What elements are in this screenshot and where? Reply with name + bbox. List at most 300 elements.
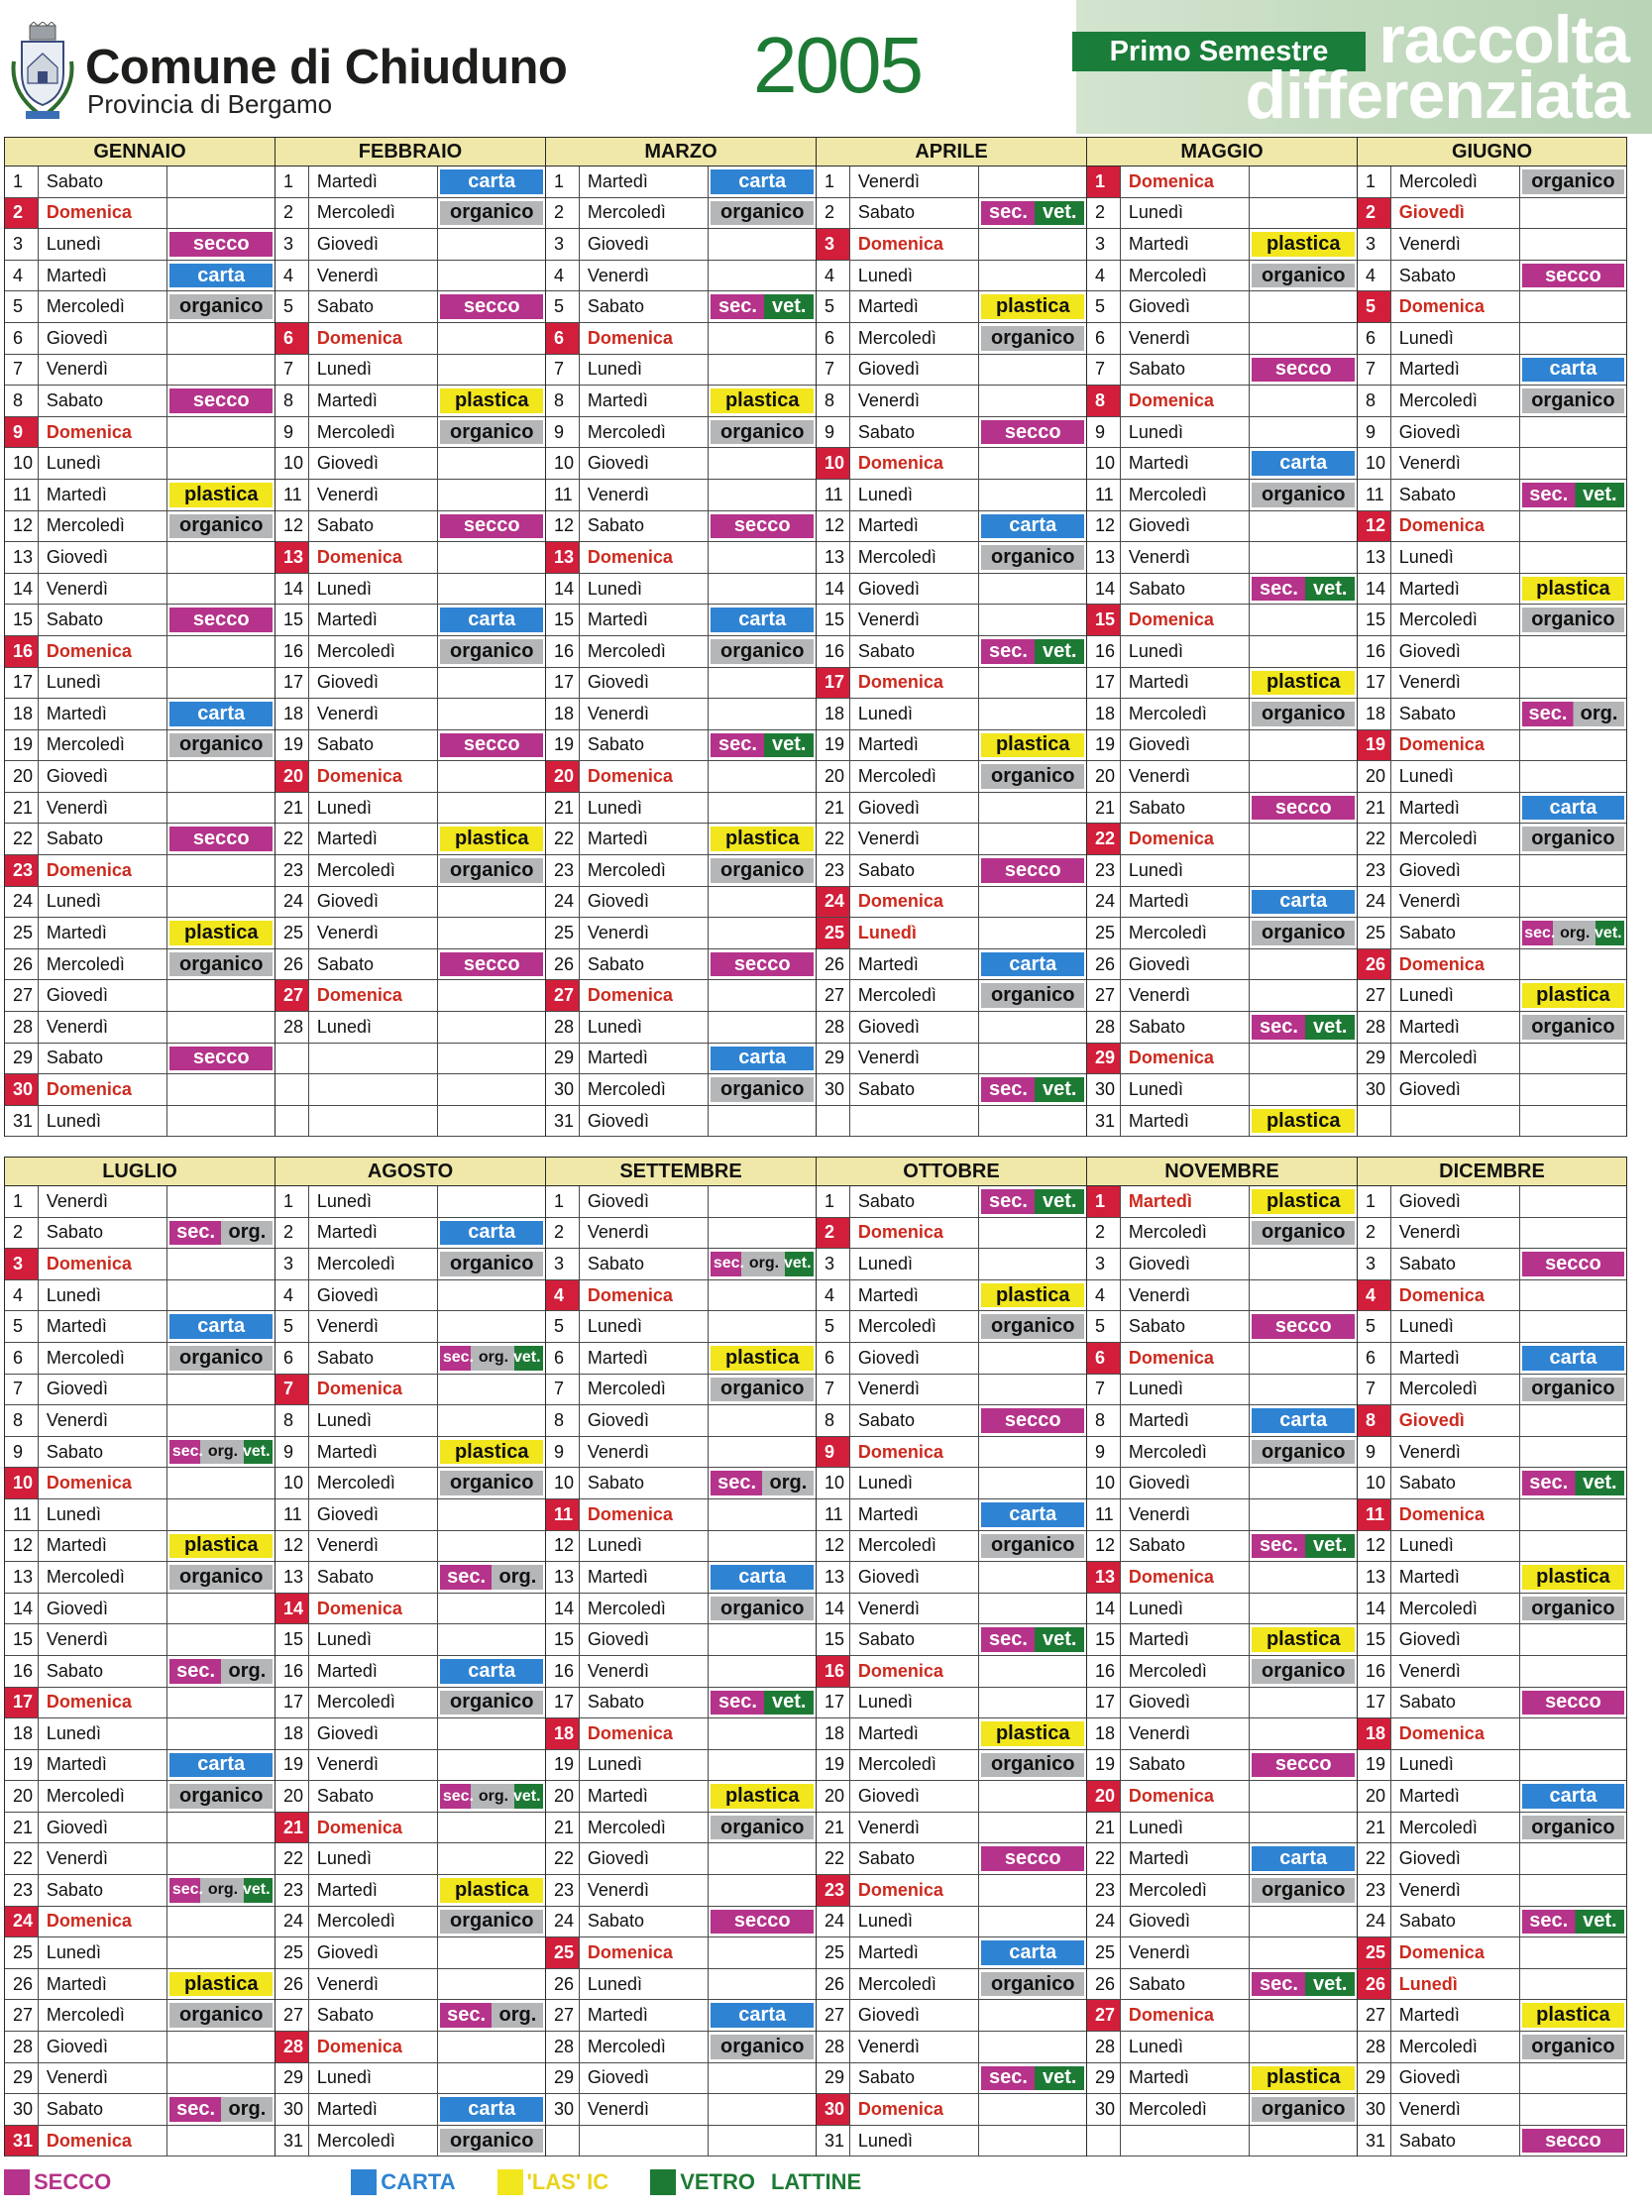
day-number: 1 [817,1186,850,1217]
day-row [275,2063,545,2095]
weekday-name: Sabato [850,2063,980,2094]
day-row [5,1656,275,1688]
weekday-name: Domenica [850,1437,980,1468]
sec-org-collection-tag [169,2097,273,2122]
day-row [5,1343,275,1375]
weekday-name: Giovedì [1391,1843,1520,1874]
weekday-name: Venerdì [39,574,168,605]
day-number: 14 [546,574,580,605]
organico-collection-tag: organico [169,2003,273,2028]
collection-cell [979,793,1086,824]
collection-cell [709,1718,816,1749]
tag-part: vet. [1312,1534,1348,1557]
day-row [546,699,816,730]
collection-cell [979,605,1086,635]
weekday-name: Mercoledì [309,1907,439,1937]
weekday-name: Venerdì [1391,2094,1520,2125]
weekday-name: Sabato [580,730,710,761]
plastica-collection-tag: plastica [169,1972,273,1997]
collection-cell [167,1843,275,1874]
day-row [275,291,545,323]
day-row [1087,761,1357,793]
day-number: 24 [817,887,850,918]
secco-collection-tag: secco [169,827,273,851]
organico-collection-tag: organico [440,420,543,445]
weekday-name: Giovedì [1121,1249,1251,1279]
day-row [5,793,275,825]
collection-cell [1520,2032,1626,2062]
collection-cell [979,1781,1086,1812]
collection-cell [1520,1594,1626,1624]
day-number: 23 [275,855,309,886]
weekday-name: Sabato [580,1688,710,1718]
collection-cell [709,1405,816,1436]
collection-cell [709,887,816,918]
day-row [817,198,1086,230]
day-number: 8 [275,386,309,416]
weekday-name: Domenica [309,542,439,573]
weekday-name: Lunedì [309,1012,439,1043]
day-row [546,1907,816,1938]
weekday-name: Venerdì [580,918,710,948]
weekday-name: Martedì [39,699,168,729]
weekday-name: Martedì [850,1280,980,1311]
collection-cell [167,855,275,886]
day-number: 9 [817,1437,850,1468]
day-row [1087,1343,1357,1375]
day-row [275,386,545,417]
weekday-name: Sabato [39,1218,168,1249]
sec-vet-collection-tag [981,2066,1084,2091]
collection-cell [1250,1594,1357,1624]
day-row [546,1375,816,1406]
tag-part: vet. [512,1349,541,1367]
day-row [546,1405,816,1437]
weekday-name: Mercoledì [1391,386,1520,416]
weekday-name: Venerdì [39,1012,168,1043]
collection-cell [438,2094,545,2125]
collection-cell [979,699,1086,729]
weekday-name: Lunedì [850,699,980,729]
collection-cell [709,542,816,573]
day-number: 4 [546,261,580,291]
day-row [1087,980,1357,1012]
collection-cell [979,668,1086,699]
legend-carta-label: CARTA [381,2169,456,2194]
day-number: 2 [275,198,309,229]
day-number: 12 [546,511,580,542]
month-febbraio [275,137,545,1137]
weekday-name: Domenica [580,1499,710,1530]
day-row [275,1499,545,1531]
weekday-name: Sabato [309,1562,439,1593]
day-row [546,668,816,700]
collection-cell [979,824,1086,854]
day-number: 2 [5,198,39,229]
collection-cell [1250,636,1357,667]
weekday-name: Mercoledì [1391,2032,1520,2062]
day-row [5,1218,275,1250]
weekday-name: Mercoledì [580,417,710,448]
organico-collection-tag: organico [440,1691,543,1715]
day-row [275,323,545,355]
day-number: 31 [817,2126,850,2157]
collection-cell [167,1280,275,1311]
collection-cell [438,2126,545,2157]
weekday-name: Lunedì [850,1468,980,1498]
collection-cell [438,2000,545,2031]
collection-cell [1520,1750,1626,1781]
day-row [1087,417,1357,449]
collection-cell [438,323,545,354]
collection-cell [167,980,275,1011]
day-row [1358,1750,1626,1782]
day-number: 5 [1087,291,1121,322]
day-number: 18 [1087,699,1121,729]
weekday-name: Giovedì [1121,730,1251,761]
day-number: 20 [1087,761,1121,792]
month-header: GIUGNO [1358,137,1626,166]
day-row [1358,1044,1626,1075]
weekday-name: Lunedì [1391,1750,1520,1781]
day-row [1358,2000,1626,2032]
secco-collection-tag: secco [169,1047,273,1071]
sec-org-collection-tag [169,1221,273,1246]
weekday-name: Lunedì [850,480,980,510]
weekday-name: Domenica [39,2126,168,2157]
tag-part: sec. [717,733,757,756]
weekday-name: Giovedì [1391,1405,1520,1436]
plastica-collection-tag: plastica [1252,232,1355,257]
collection-cell [1520,1311,1626,1342]
weekday-name: Venerdì [1121,1499,1251,1530]
collection-cell [167,636,275,667]
collection-cell [167,2126,275,2157]
day-row [1087,2094,1357,2126]
day-number: 9 [1358,1437,1391,1468]
collection-cell [438,261,545,291]
collection-cell [438,605,545,635]
weekday-name: Sabato [850,1624,980,1655]
sec-vet-collection-tag [981,1627,1084,1652]
collection-cell [979,1750,1086,1781]
legend-lattine-label: LATTINE [770,2169,862,2194]
weekday-name: Martedì [1121,668,1251,699]
day-row [546,1781,816,1813]
day-row [5,1106,275,1138]
weekday-name: Sabato [1391,1468,1520,1498]
collection-cell [167,1405,275,1436]
vetro-swatch [650,2169,676,2195]
collection-cell [1520,699,1626,729]
weekday-name: Martedì [850,511,980,542]
weekday-name: Domenica [39,855,168,886]
weekday-name: Domenica [1391,949,1520,980]
day-number: 18 [1087,1718,1121,1749]
day-number: 5 [817,291,850,322]
collection-cell [979,1468,1086,1498]
weekday-name: Venerdì [1391,448,1520,479]
weekday-name: Venerdì [39,793,168,824]
tag-part: sec. [1528,702,1568,724]
day-number: 2 [5,1218,39,1249]
organico-collection-tag: organico [711,1597,814,1621]
carta-collection-tag: carta [711,2003,814,2028]
carta-collection-tag: carta [440,2097,543,2122]
day-number: 24 [546,1907,580,1937]
month-giugno [1357,137,1627,1137]
collection-cell [709,1280,816,1311]
collection-cell [1250,887,1357,918]
day-number: 3 [1358,229,1391,260]
tag-part: org. [498,1565,537,1588]
collection-cell [167,668,275,699]
collection-cell [979,1106,1086,1137]
collection-cell [438,229,545,260]
collection-cell [1250,198,1357,229]
plastica-collection-tag: plastica [169,1534,273,1559]
weekday-name: Lunedì [1121,1375,1251,1405]
collection-cell [438,417,545,448]
second-semester-grid [4,1157,1628,2157]
plastica-collection-tag: plastica [440,388,543,413]
organico-collection-tag: organico [1252,483,1355,507]
weekday-name: Martedì [1391,1343,1520,1374]
weekday-name: Martedì [309,824,439,854]
day-number: 21 [1358,1813,1391,1843]
collection-cell [1250,448,1357,479]
weekday-name [309,1106,439,1137]
day-row [546,229,816,261]
day-row [275,1969,545,2001]
weekday-name: Martedì [580,1781,710,1812]
weekday-name: Giovedì [1121,1907,1251,1937]
day-row [275,824,545,855]
day-row [1087,386,1357,417]
weekday-name: Mercoledì [850,761,980,792]
weekday-name: Domenica [1121,1343,1251,1374]
day-row [5,1562,275,1594]
day-number: 19 [546,730,580,761]
day-number: 17 [1087,1688,1121,1718]
collection-cell [1520,261,1626,291]
day-row [1358,1249,1626,1280]
weekday-name: Mercoledì [309,2126,439,2157]
day-row [817,1012,1086,1044]
day-number: 5 [1087,1311,1121,1342]
day-row [5,1186,275,1218]
collection-cell [1520,2094,1626,2125]
day-row [1358,1280,1626,1312]
day-row [1087,1688,1357,1719]
collection-cell [167,1750,275,1781]
sec-vet-collection-tag [1252,1972,1355,1997]
collection-cell [1250,1937,1357,1968]
weekday-name: Venerdì [850,2032,980,2062]
sec-vet-collection-tag [981,639,1084,664]
tag-part: org. [207,1881,239,1899]
weekday-name: Venerdì [1121,323,1251,354]
day-row [1358,1718,1626,1750]
weekday-name: Domenica [39,198,168,229]
day-number: 11 [1358,480,1391,510]
day-number: 4 [5,1280,39,1311]
day-number: 2 [817,1218,850,1249]
day-row [275,1813,545,1844]
blank-row [546,2126,816,2157]
collection-cell [1250,605,1357,635]
day-number: 12 [1358,511,1391,542]
day-row [1087,1843,1357,1875]
weekday-name: Domenica [309,761,439,792]
day-number: 1 [5,166,39,197]
legend-plastica [497,2169,609,2195]
collection-cell [709,2126,816,2157]
day-row [5,668,275,700]
collection-cell [438,699,545,729]
day-row [817,855,1086,887]
collection-cell [438,1106,545,1137]
secco-swatch [4,2169,30,2195]
weekday-name: Martedì [580,605,710,635]
day-number: 24 [275,887,309,918]
day-number: 9 [5,1437,39,1468]
weekday-name: Lunedì [580,793,710,824]
weekday-name: Domenica [309,323,439,354]
weekday-name: Lunedì [39,1106,168,1137]
day-number: 6 [546,323,580,354]
day-row [817,2094,1086,2126]
organico-collection-tag: organico [981,1534,1084,1559]
tag-part: org. [228,1221,267,1244]
day-row [5,1688,275,1719]
organico-collection-tag: organico [1252,921,1355,945]
collection-cell [167,291,275,322]
day-row [275,668,545,700]
weekday-name: Martedì [39,261,168,291]
weekday-name: Giovedì [850,1781,980,1812]
weekday-name: Venerdì [580,699,710,729]
day-number: 16 [546,1656,580,1687]
day-row [1358,1688,1626,1719]
day-number: 4 [817,1280,850,1311]
organico-collection-tag: organico [440,1252,543,1276]
day-number: 22 [5,824,39,854]
day-number: 7 [1087,1375,1121,1405]
collection-cell [1520,1012,1626,1043]
weekday-name: Sabato [309,2000,439,2031]
day-number: 27 [546,2000,580,2031]
collection-cell [438,511,545,542]
day-row [1358,2032,1626,2063]
weekday-name: Venerdì [1121,1280,1251,1311]
day-row [546,1656,816,1688]
collection-cell [979,1186,1086,1217]
organico-collection-tag: organico [981,983,1084,1008]
day-row [1087,1218,1357,1250]
day-number: 8 [5,1405,39,1436]
collection-cell [167,1531,275,1562]
collection-cell [438,1813,545,1843]
collection-cell [1520,1937,1626,1968]
day-number: 19 [1358,1750,1391,1781]
month-aprile [816,137,1086,1137]
weekday-name: Mercoledì [39,949,168,980]
day-number: 7 [1358,1375,1391,1405]
weekday-name [1391,1106,1520,1137]
day-number: 15 [1358,605,1391,635]
day-row [817,949,1086,981]
day-number: 10 [817,1468,850,1498]
collection-cell [167,2032,275,2062]
collection-cell [438,1375,545,1405]
carta-collection-tag: carta [711,608,814,632]
day-row [1087,855,1357,887]
weekday-name: Venerdì [1391,887,1520,918]
day-row [5,1499,275,1531]
day-row [5,1813,275,1844]
day-row [817,2000,1086,2032]
day-row [5,542,275,574]
day-row [1087,1594,1357,1625]
collection-cell [979,1656,1086,1687]
tag-part: sec. [988,1628,1028,1651]
collection-cell [1520,1562,1626,1593]
weekday-name: Giovedì [580,1624,710,1655]
weekday-name: Giovedì [309,1718,439,1749]
day-number: 10 [1358,1468,1391,1498]
tag-part: sec. [1529,1910,1569,1933]
collection-cell [709,1624,816,1655]
collection-cell [1520,1624,1626,1655]
day-number: 7 [1087,355,1121,386]
weekday-name: Mercoledì [1121,2094,1251,2125]
organico-collection-tag: organico [169,514,273,539]
weekday-name: Lunedì [1121,1074,1251,1105]
weekday-name: Venerdì [580,2094,710,2125]
day-number: 14 [275,1594,309,1624]
day-row [1087,2000,1357,2032]
plastica-collection-tag: plastica [711,388,814,413]
tag-part: sec. [171,1443,203,1461]
sec-vet-collection-tag [1252,1015,1355,1040]
tag-part: vet. [783,1255,812,1272]
collection-cell [979,2000,1086,2031]
day-row [817,1311,1086,1343]
day-number: 23 [1358,1875,1391,1906]
day-number: 16 [5,636,39,667]
collection-cell [1520,887,1626,918]
weekday-name: Giovedì [309,1937,439,1968]
month-header: NOVEMBRE [1087,1157,1357,1186]
day-number: 9 [817,417,850,448]
collection-cell [1520,1044,1626,1074]
organico-collection-tag: organico [711,858,814,883]
day-number: 29 [275,2063,309,2094]
weekday-name: Sabato [1121,793,1251,824]
weekday-name: Martedì [1391,793,1520,824]
day-row [817,574,1086,606]
collection-cell [709,949,816,980]
collection-cell [1520,1106,1626,1137]
weekday-name: Giovedì [580,668,710,699]
weekday-name: Domenica [580,761,710,792]
day-row [1358,386,1626,417]
legend-vetro [650,2169,755,2195]
organico-collection-tag: organico [169,1346,273,1371]
organico-collection-tag: organico [440,201,543,226]
weekday-name: Sabato [1121,1531,1251,1562]
